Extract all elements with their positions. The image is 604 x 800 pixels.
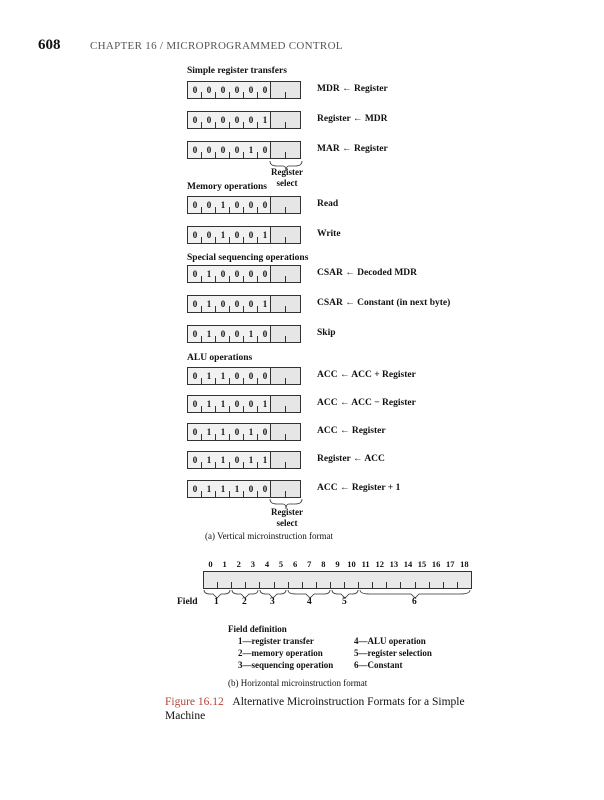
field-label: Field xyxy=(177,597,198,607)
opcode-bit: 0 xyxy=(234,329,240,339)
figure-caption xyxy=(165,695,485,723)
opcode-bit: 0 xyxy=(192,371,198,381)
bit-number: 16 xyxy=(431,559,441,569)
bit-number: 11 xyxy=(361,559,370,569)
operation-description: Skip xyxy=(317,328,336,338)
opcode-bit: 1 xyxy=(206,269,212,279)
microinstruction-row xyxy=(187,141,301,159)
register-field xyxy=(271,367,301,385)
opcode-bit: 0 xyxy=(262,145,268,155)
opcode-bit: 0 xyxy=(206,230,212,240)
operation-description: Read xyxy=(317,199,339,209)
operation-description: Register ← MDR xyxy=(317,114,388,124)
figure-number: Figure 16.12 xyxy=(165,696,224,708)
register-field xyxy=(271,196,301,214)
opcode-bit: 1 xyxy=(206,371,212,381)
opcode-bit: 1 xyxy=(206,427,212,437)
opcode-bit: 1 xyxy=(262,230,268,240)
opcode-bit: 0 xyxy=(262,329,268,339)
microinstruction-row xyxy=(187,81,301,99)
opcode-bit: 1 xyxy=(220,371,226,381)
opcode-bit: 0 xyxy=(234,399,240,409)
opcode-bit: 0 xyxy=(248,115,254,125)
field-number: 4 xyxy=(307,597,312,607)
section-title: Special sequencing operations xyxy=(187,253,309,263)
opcode-bits xyxy=(187,265,271,283)
opcode-bit: 0 xyxy=(192,427,198,437)
operation-description: ACC ← ACC − Register xyxy=(317,398,416,408)
opcode-bit: 0 xyxy=(220,115,226,125)
microinstruction-row xyxy=(187,196,301,214)
bit-number: 9 xyxy=(335,559,340,569)
opcode-bits xyxy=(187,295,271,313)
opcode-bits xyxy=(187,367,271,385)
field-number: 1 xyxy=(214,597,219,607)
register-field xyxy=(271,295,301,313)
opcode-bit: 0 xyxy=(234,269,240,279)
bit-number: 6 xyxy=(293,559,298,569)
opcode-bit: 0 xyxy=(262,200,268,210)
opcode-bit: 0 xyxy=(248,85,254,95)
opcode-bits xyxy=(187,325,271,343)
register-field xyxy=(271,226,301,244)
opcode-bit: 1 xyxy=(262,455,268,465)
opcode-bit: 1 xyxy=(248,455,254,465)
opcode-bit: 1 xyxy=(220,230,226,240)
opcode-bit: 0 xyxy=(206,85,212,95)
microinstruction-row xyxy=(187,395,301,413)
opcode-bit: 0 xyxy=(234,455,240,465)
opcode-bit: 1 xyxy=(248,427,254,437)
opcode-bit: 0 xyxy=(220,299,226,309)
register-field xyxy=(271,111,301,129)
running-title: CHAPTER 16 / MICROPROGRAMMED CONTROL xyxy=(90,40,343,52)
microinstruction-row xyxy=(187,265,301,283)
bit-number: 10 xyxy=(347,559,356,569)
opcode-bit: 1 xyxy=(206,455,212,465)
bit-number: 4 xyxy=(264,559,270,569)
opcode-bit: 0 xyxy=(192,145,198,155)
bit-number: 17 xyxy=(446,559,455,569)
opcode-bit: 0 xyxy=(248,484,254,494)
opcode-bit: 0 xyxy=(192,115,198,125)
microinstruction-row xyxy=(187,367,301,385)
opcode-bit: 0 xyxy=(248,230,254,240)
opcode-bit: 1 xyxy=(220,399,226,409)
field-definition-title: Field definition xyxy=(228,624,287,634)
opcode-bit: 1 xyxy=(220,484,226,494)
field-definitions-left: 1—register transfer 2—memory operation 3—sequencing operation xyxy=(238,636,334,670)
opcode-bit: 0 xyxy=(262,85,268,95)
opcode-bit: 1 xyxy=(234,484,240,494)
microinstruction-row xyxy=(187,451,301,469)
bit-number: 18 xyxy=(460,559,469,569)
opcode-bit: 0 xyxy=(234,230,240,240)
opcode-bit: 0 xyxy=(192,329,198,339)
register-field xyxy=(271,480,301,498)
opcode-bit: 0 xyxy=(234,299,240,309)
bit-number: 3 xyxy=(250,559,255,569)
opcode-bit: 1 xyxy=(206,484,212,494)
register-field xyxy=(271,81,301,99)
microinstruction-row xyxy=(187,423,301,441)
opcode-bit: 0 xyxy=(248,269,254,279)
operation-description: CSAR ← Constant (in next byte) xyxy=(317,298,451,308)
opcode-bit: 0 xyxy=(220,269,226,279)
opcode-bit: 0 xyxy=(192,85,198,95)
opcode-bit: 0 xyxy=(192,230,198,240)
field-number: 6 xyxy=(412,597,417,607)
opcode-bit: 0 xyxy=(234,371,240,381)
opcode-bit: 0 xyxy=(248,200,254,210)
opcode-bit: 1 xyxy=(248,145,254,155)
opcode-bit: 0 xyxy=(234,427,240,437)
opcode-bits xyxy=(187,451,271,469)
opcode-bit: 0 xyxy=(220,329,226,339)
opcode-bits xyxy=(187,141,271,159)
opcode-bit: 0 xyxy=(234,145,240,155)
opcode-bit: 0 xyxy=(206,115,212,125)
operation-description: MDR ← Register xyxy=(317,84,388,94)
register-field xyxy=(271,395,301,413)
opcode-bit: 0 xyxy=(234,200,240,210)
opcode-bit: 0 xyxy=(248,371,254,381)
bit-number: 2 xyxy=(236,559,241,569)
microinstruction-row xyxy=(187,111,301,129)
field-number: 3 xyxy=(270,597,275,607)
register-select-label: Register select xyxy=(271,167,303,188)
opcode-bit: 1 xyxy=(262,399,268,409)
opcode-bit: 0 xyxy=(192,399,198,409)
vertical-caption: (a) Vertical microinstruction format xyxy=(205,531,334,541)
opcode-bit: 1 xyxy=(206,399,212,409)
opcode-bit: 0 xyxy=(192,455,198,465)
opcode-bit: 0 xyxy=(192,269,198,279)
opcode-bit: 1 xyxy=(206,329,212,339)
opcode-bits xyxy=(187,423,271,441)
opcode-bits xyxy=(187,81,271,99)
opcode-bit: 0 xyxy=(192,299,198,309)
operation-description: MAR ← Register xyxy=(317,144,388,154)
opcode-bit: 0 xyxy=(220,145,226,155)
horizontal-caption: (b) Horizontal microinstruction format xyxy=(228,678,368,688)
horizontal-instruction-bar xyxy=(203,571,472,589)
operation-description: Register ← ACC xyxy=(317,454,385,464)
opcode-bit: 1 xyxy=(220,455,226,465)
page-number: 608 xyxy=(38,37,61,53)
operation-description: ACC ← Register xyxy=(317,426,386,436)
field-number: 5 xyxy=(342,597,347,607)
bit-number: 13 xyxy=(389,559,399,569)
section-title: Simple register transfers xyxy=(187,66,287,76)
opcode-bit: 0 xyxy=(234,115,240,125)
opcode-bit: 0 xyxy=(206,200,212,210)
microinstruction-row xyxy=(187,480,301,498)
opcode-bit: 1 xyxy=(220,200,226,210)
opcode-bit: 0 xyxy=(192,200,198,210)
opcode-bit: 0 xyxy=(220,85,226,95)
opcode-bit: 0 xyxy=(206,145,212,155)
bit-number: 8 xyxy=(321,559,326,569)
opcode-bit: 1 xyxy=(262,299,268,309)
operation-description: ACC ← ACC + Register xyxy=(317,370,416,380)
opcode-bit: 0 xyxy=(262,484,268,494)
field-definitions-right: 4—ALU operation 5—register selection 6—Constant xyxy=(354,636,432,670)
opcode-bit: 1 xyxy=(206,299,212,309)
register-select-label: Register select xyxy=(271,507,303,528)
opcode-bit: 0 xyxy=(262,371,268,381)
operation-description: Write xyxy=(317,229,341,239)
opcode-bit: 1 xyxy=(220,427,226,437)
register-field xyxy=(271,265,301,283)
register-field xyxy=(271,141,301,159)
register-field xyxy=(271,451,301,469)
bit-number: 5 xyxy=(278,559,284,569)
field-number: 2 xyxy=(242,597,247,607)
bit-number: 1 xyxy=(222,559,227,569)
microinstruction-row xyxy=(187,295,301,313)
section-title: ALU operations xyxy=(187,353,253,363)
opcode-bits xyxy=(187,196,271,214)
opcode-bit: 0 xyxy=(192,484,198,494)
opcode-bit: 0 xyxy=(262,269,268,279)
opcode-bits xyxy=(187,480,271,498)
bit-number: 12 xyxy=(375,559,384,569)
opcode-bits xyxy=(187,226,271,244)
figure-title: Alternative Microinstruction Formats for a Simple Machine xyxy=(165,696,465,722)
opcode-bits xyxy=(187,395,271,413)
microinstruction-row xyxy=(187,226,301,244)
operation-description: ACC ← Register + 1 xyxy=(317,483,401,493)
opcode-bit: 0 xyxy=(248,299,254,309)
microinstruction-row xyxy=(187,325,301,343)
bit-number: 7 xyxy=(307,559,312,569)
register-field xyxy=(271,423,301,441)
opcode-bit: 1 xyxy=(248,329,254,339)
bit-number: 0 xyxy=(208,559,213,569)
opcode-bit: 1 xyxy=(262,115,268,125)
opcode-bits xyxy=(187,111,271,129)
register-field xyxy=(271,325,301,343)
opcode-bit: 0 xyxy=(262,427,268,437)
bit-number: 15 xyxy=(417,559,427,569)
section-title: Memory operations xyxy=(187,182,267,192)
opcode-bit: 0 xyxy=(234,85,240,95)
opcode-bit: 0 xyxy=(248,399,254,409)
operation-description: CSAR ← Decoded MDR xyxy=(317,268,418,278)
bit-number: 14 xyxy=(403,559,413,569)
